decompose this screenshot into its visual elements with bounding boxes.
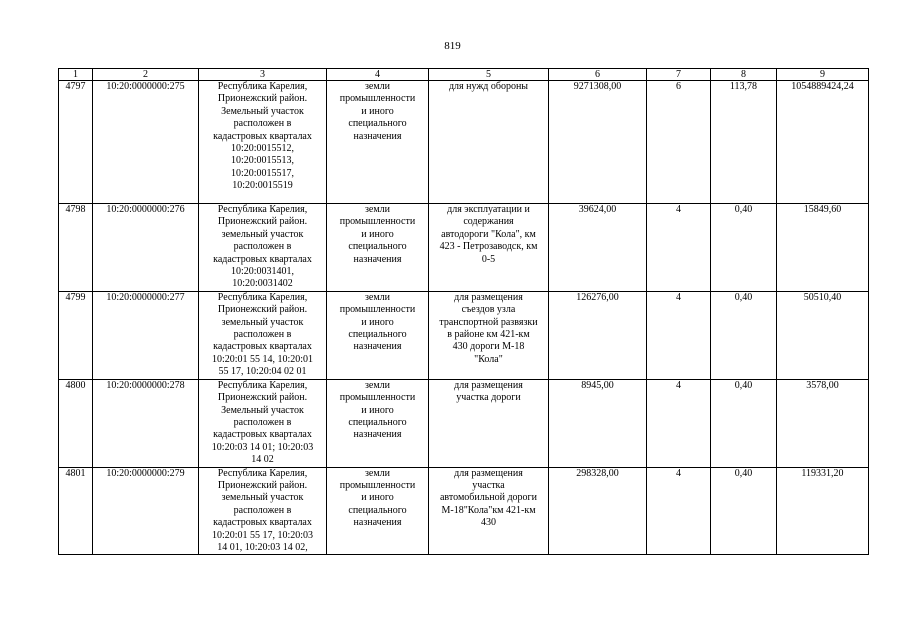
cadastral-value-cell: 119331,20 <box>777 467 869 555</box>
cadastral-number-cell: 10:20:0000000:276 <box>93 204 199 292</box>
area-cell: 9271308,00 <box>549 81 647 204</box>
land-category-cell: земли промышленности и иного специального назначения <box>327 291 429 379</box>
area-cell: 39624,00 <box>549 204 647 292</box>
permitted-use-cell: для размещения съездов узла транспортной развязки в районе км 421-км 430 дороги М-18 "Кола" <box>429 291 549 379</box>
location-cell: Республика Карелия, Прионежский район. Земельный участок расположен в кадастровых кварталах 10:20:03 14 01; 10:20:03 14 02 <box>199 379 327 467</box>
rate-cell: 0,40 <box>711 291 777 379</box>
cadastral-value-cell: 1054889424,24 <box>777 81 869 204</box>
group-cell: 4 <box>647 467 711 555</box>
row-number-cell: 4797 <box>59 81 93 204</box>
column-header: 8 <box>711 69 777 81</box>
land-category-cell: земли промышленности и иного специального назначения <box>327 81 429 204</box>
column-header: 7 <box>647 69 711 81</box>
permitted-use-cell: для нужд обороны <box>429 81 549 204</box>
rate-cell: 0,40 <box>711 379 777 467</box>
rate-cell: 113,78 <box>711 81 777 204</box>
cadastral-number-cell: 10:20:0000000:279 <box>93 467 199 555</box>
group-cell: 4 <box>647 379 711 467</box>
column-header: 6 <box>549 69 647 81</box>
column-header: 4 <box>327 69 429 81</box>
land-category-cell: земли промышленности и иного специального назначения <box>327 467 429 555</box>
cadastral-number-cell: 10:20:0000000:278 <box>93 379 199 467</box>
table-row <box>59 467 869 555</box>
header-row <box>59 69 869 81</box>
table-row <box>59 291 869 379</box>
rate-cell: 0,40 <box>711 467 777 555</box>
area-cell: 298328,00 <box>549 467 647 555</box>
table-row <box>59 81 869 204</box>
column-header: 9 <box>777 69 869 81</box>
land-category-cell: земли промышленности и иного специального назначения <box>327 379 429 467</box>
row-number-cell: 4799 <box>59 291 93 379</box>
table-row <box>59 204 869 292</box>
page-number: 819 <box>444 40 461 52</box>
row-number-cell: 4798 <box>59 204 93 292</box>
permitted-use-cell: для эксплуатации и содержания автодороги "Кола", км 423 - Петрозаводск, км 0-5 <box>429 204 549 292</box>
row-number-cell: 4801 <box>59 467 93 555</box>
row-number-cell: 4800 <box>59 379 93 467</box>
area-cell: 126276,00 <box>549 291 647 379</box>
cadastral-value-cell: 15849,60 <box>777 204 869 292</box>
table-row <box>59 379 869 467</box>
land-category-cell: земли промышленности и иного специального назначения <box>327 204 429 292</box>
cadastral-value-cell: 50510,40 <box>777 291 869 379</box>
column-header: 5 <box>429 69 549 81</box>
area-cell: 8945,00 <box>549 379 647 467</box>
column-header: 1 <box>59 69 93 81</box>
group-cell: 4 <box>647 204 711 292</box>
cadastral-number-cell: 10:20:0000000:275 <box>93 81 199 204</box>
group-cell: 6 <box>647 81 711 204</box>
location-cell: Республика Карелия, Прионежский район. Земельный участок расположен в кадастровых кварталах 10:20:0015512, 10:20:0015513, 10:20:0015517, 10:20:0015519 <box>199 81 327 204</box>
rate-cell: 0,40 <box>711 204 777 292</box>
cadastral-number-cell: 10:20:0000000:277 <box>93 291 199 379</box>
permitted-use-cell: для размещения участка дороги <box>429 379 549 467</box>
location-cell: Республика Карелия, Прионежский район. земельный участок расположен в кадастровых кварталах 10:20:01 55 14, 10:20:01 55 17, 10:20:04 02 01 <box>199 291 327 379</box>
cadastral-value-cell: 3578,00 <box>777 379 869 467</box>
column-header: 3 <box>199 69 327 81</box>
location-cell: Республика Карелия, Прионежский район. земельный участок расположен в кадастровых кварталах 10:20:01 55 17, 10:20:03 14 01, 10:20:03 14 02, <box>199 467 327 555</box>
location-cell: Республика Карелия, Прионежский район. земельный участок расположен в кадастровых кварталах 10:20:0031401, 10:20:0031402 <box>199 204 327 292</box>
column-header: 2 <box>93 69 199 81</box>
permitted-use-cell: для размещения участка автомобильной дороги М-18"Кола"км 421-км 430 <box>429 467 549 555</box>
land-registry-table <box>58 68 869 555</box>
group-cell: 4 <box>647 291 711 379</box>
